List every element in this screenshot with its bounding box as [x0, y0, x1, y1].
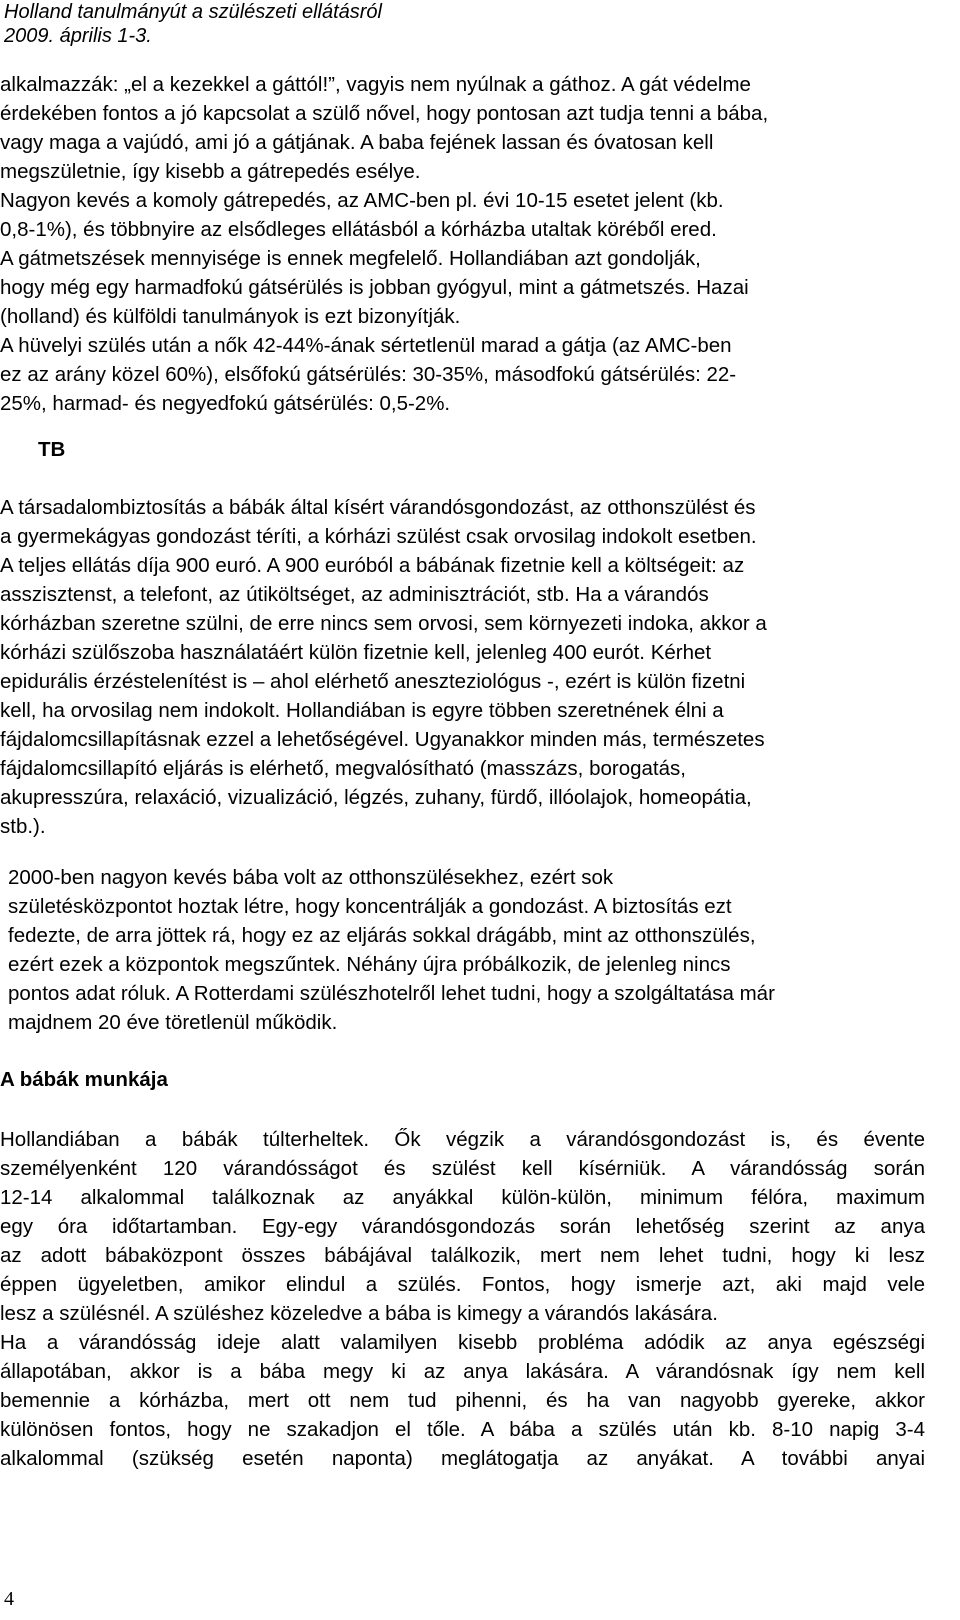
text-line: fedezte, de arra jöttek rá, hogy ez az eljárás sokkal drágább, mint az otthonszülés, [8, 924, 756, 947]
text-line: A társadalombiztosítás a bábák által kísért várandósgondozást, az otthonszülést és [0, 496, 756, 519]
text-line: fájdalomcsillapító eljárás is elérhető, megvalósítható (masszázs, borogatás, [0, 757, 686, 780]
text-line: asszisztenst, a telefont, az útiköltséget, az adminisztrációt, stb. Ha a várandós [0, 583, 709, 606]
text-line: A teljes ellátás díja 900 euró. A 900 euróból a bábának fizetnie kell a költségeit: az [0, 554, 745, 577]
paragraph-babak-munkaja [0, 1125, 925, 1473]
text-line: 12-14 alkalommal találkoznak az anyákkal külön-külön, minimum félóra, maximum [0, 1186, 925, 1209]
text-line: kórházi szülőszoba használatáért külön fizetnie kell, jelenleg 400 eurót. Kérhet [0, 641, 712, 664]
text-line: 0,8-1%), és többnyire az elsődleges ellátásból a kórházba utaltak köréből ered. [0, 218, 717, 241]
paragraph-szuleskozpontok [8, 863, 922, 1037]
text-line: állapotában, akkor is a bába megy ki az anya lakására. A várandósnak így nem kell [0, 1360, 925, 1383]
text-line: érdekében fontos a jó kapcsolat a szülő nővel, hogy pontosan azt tudja tenni a bába, [0, 102, 769, 125]
text-line: megszületnie, így kisebb a gátrepedés esélye. [0, 160, 421, 183]
text-line: Ha a várandósság ideje alatt valamilyen kisebb probléma adódik az anya egészségi [0, 1331, 925, 1354]
text-line: alkalommal (szükség esetén naponta) meglátogatja az anyákat. A további anyai [0, 1447, 925, 1470]
text-line: epidurális érzéstelenítést is – ahol elérhető aneszteziológus -, ezért is külön fizetni [0, 670, 746, 693]
text-line: 2000-ben nagyon kevés bába volt az otthonszülésekhez, ezért sok [8, 866, 614, 889]
text-line: hogy még egy harmadfokú gátsérülés is jobban gyógyul, mint a gátmetszés. Hazai [0, 276, 749, 299]
text-line: 25%, harmad- és negyedfokú gátsérülés: 0,5-2%. [0, 392, 451, 415]
text-line: A gátmetszések mennyisége is ennek megfelelő. Hollandiában azt gondolják, [0, 247, 701, 270]
text-line: akupresszúra, relaxáció, vizualizáció, légzés, zuhany, fürdő, illóolajok, homeopátia, [0, 786, 752, 809]
text-line: bemennie a kórházba, mert ott nem tud pihenni, és ha van nagyobb gyereke, akkor [0, 1389, 925, 1412]
paragraph-gatvedelem [0, 70, 930, 418]
text-line: kórházban szeretne szülni, de erre nincs sem orvosi, sem környezeti indoka, akkor a [0, 612, 767, 635]
text-line: lesz a szülésnél. A szüléshez közeledve a bába is kimegy a várandós lakására. [0, 1302, 718, 1325]
paragraph-tb [0, 493, 922, 841]
text-line: pontos adat róluk. A Rotterdami szülészhotelről lehet tudni, hogy a szolgáltatása már [8, 982, 775, 1005]
page-number: 4 [4, 1588, 14, 1610]
text-line: személyenként 120 várandósságot és szülést kell kísérniük. A várandósság során [0, 1157, 925, 1180]
text-line: majdnem 20 éve töretlenül működik. [8, 1011, 338, 1034]
header-title: Holland tanulmányút a szülészeti ellátásról [4, 1, 382, 23]
text-line: egy óra időtartamban. Egy-egy várandósgondozás során lehetőség szerint az anya [0, 1215, 925, 1238]
text-line: kell, ha orvosilag nem indokolt. Hollandiában is egyre többen szeretnének élni a [0, 699, 724, 722]
text-line: ezért ezek a központok megszűntek. Néhány újra próbálkozik, de jelenleg nincs [8, 953, 731, 976]
text-line: fájdalomcsillapításnak ezzel a lehetőségével. Ugyanakkor minden más, természetes [0, 728, 765, 751]
text-line: a gyermekágyas gondozást téríti, a kórházi szülést csak orvosilag indokolt esetben. [0, 525, 757, 548]
text-line: az adott bábaközpont összes bábájával találkozik, mert nem lehet tudni, hogy ki lesz [0, 1244, 925, 1267]
section-heading-babak-munkaja: A bábák munkája [0, 1068, 168, 1091]
text-line: éppen ügyeletben, amikor elindul a szülés. Fontos, hogy ismerje azt, aki majd vele [0, 1273, 925, 1296]
text-line: születésközpontot hoztak létre, hogy koncentrálják a gondozást. A biztosítás ezt [8, 895, 732, 918]
section-heading-tb: TB [38, 438, 66, 461]
text-line: alkalmazzák: „el a kezekkel a gáttól!”, vagyis nem nyúlnak a gáthoz. A gát védelme [0, 73, 751, 96]
text-line: Hollandiában a bábák túlterheltek. Ők végzik a várandósgondozást is, és évente [0, 1128, 925, 1151]
text-line: A hüvelyi szülés után a nők 42-44%-ának sértetlenül marad a gátja (az AMC-ben [0, 334, 732, 357]
text-line: (holland) és külföldi tanulmányok is ezt bizonyítják. [0, 305, 461, 328]
text-line: stb.). [0, 815, 46, 838]
text-line: vagy maga a vajúdó, ami jó a gátjának. A baba fejének lassan és óvatosan kell [0, 131, 714, 154]
header-date: 2009. április 1-3. [4, 25, 152, 47]
text-line: Nagyon kevés a komoly gátrepedés, az AMC-ben pl. évi 10-15 esetet jelent (kb. [0, 189, 724, 212]
text-line: ez az arány közel 60%), elsőfokú gátsérülés: 30-35%, másodfokú gátsérülés: 22- [0, 363, 737, 386]
text-line: különösen fontos, hogy ne szakadjon el tőle. A bába a szülés után kb. 8-10 napig 3-4 [0, 1418, 925, 1441]
document-header [4, 0, 382, 48]
